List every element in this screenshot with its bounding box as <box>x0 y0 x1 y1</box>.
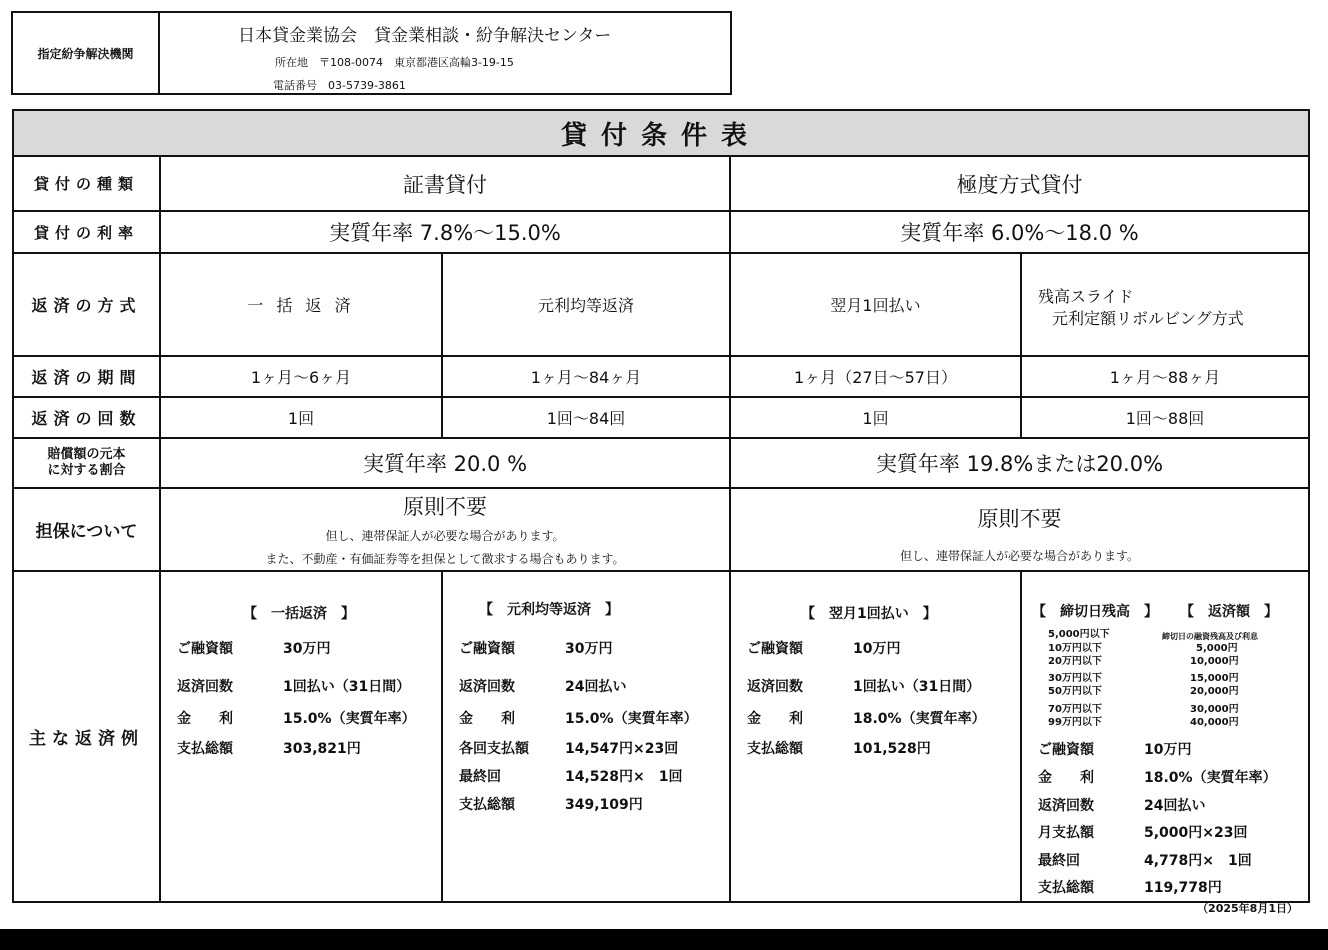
loan-conditions-table <box>12 109 1310 903</box>
method-next-month: 翌月1回払い <box>830 296 921 315</box>
example-lump-sum <box>161 572 441 901</box>
example-row: 金 利 15.0%（実質年率） <box>177 711 416 727</box>
example-row: 最終回 14,528円× 1回 <box>459 769 683 785</box>
row-label-count: 返済の回数 <box>31 409 142 428</box>
count-equal-installment: 1回～84回 <box>546 409 626 428</box>
example-equal-installment-title: 【 元利均等返済 】 <box>479 602 619 618</box>
example-row: 金 利 15.0%（実質年率） <box>459 711 698 727</box>
row-label-damages-line1: 賠償額の元本 <box>47 447 126 462</box>
collateral-certificate-note2: また、不動産・有価証券等を担保として徴求する場合もあります。 <box>265 552 625 566</box>
count-next-month: 1回 <box>862 409 889 428</box>
schedule-balance: 50万円以下 <box>1048 686 1102 697</box>
count-lump-sum: 1回 <box>287 409 315 428</box>
example-slide-title-right: 【 返済額 】 <box>1180 604 1278 620</box>
interest-revolving: 実質年率 6.0%～18.0 % <box>900 221 1139 245</box>
method-slide-line1: 残高スライド <box>1038 287 1134 306</box>
example-row: ご融資額 10万円 <box>747 641 901 657</box>
example-row: 返済回数 24回払い <box>459 679 627 695</box>
row-label-damages-line2: に対する割合 <box>47 463 126 478</box>
example-row: 各回支払額 14,547円×23回 <box>459 741 679 757</box>
schedule-balance: 10万円以下 <box>1048 643 1102 654</box>
row-label-period: 返済の期間 <box>31 368 142 387</box>
collateral-certificate-main: 原則不要 <box>403 495 487 519</box>
interest-certificate: 実質年率 7.8%～15.0% <box>329 221 561 245</box>
table-title: 貸付条件表 <box>14 111 1308 155</box>
schedule-payment: 30,000円 <box>1190 704 1239 715</box>
example-equal-installment <box>443 572 729 901</box>
example-row: ご融資額 30万円 <box>459 641 613 657</box>
schedule-balance: 20万円以下 <box>1048 656 1102 667</box>
damages-revolving: 実質年率 19.8%または20.0% <box>875 452 1164 476</box>
example-row: 支払総額 303,821円 <box>177 741 361 757</box>
schedule-payment: 40,000円 <box>1190 717 1239 728</box>
example-row: 支払総額 119,778円 <box>1038 880 1222 896</box>
example-row: 支払総額 101,528円 <box>747 741 931 757</box>
row-label-damages <box>14 439 159 487</box>
period-next-month: 1ヶ月（27日～57日） <box>794 368 957 387</box>
loan-type-certificate: 証書貸付 <box>403 172 487 197</box>
collateral-certificate <box>161 489 729 570</box>
period-lump-sum: 1ヶ月～6ヶ月 <box>250 368 352 387</box>
row-label-loan-type: 貸付の種類 <box>33 175 139 193</box>
row-label-method: 返済の方式 <box>31 296 142 315</box>
example-row: 金 利 18.0%（実質年率） <box>1038 770 1277 786</box>
schedule-payment: 5,000円 <box>1196 643 1238 654</box>
example-lump-sum-title: 【 一括返済 】 <box>243 606 355 622</box>
row-label-interest: 貸付の利率 <box>33 223 139 242</box>
example-row: 最終回 4,778円× 1回 <box>1038 853 1252 869</box>
dispute-resolution-header <box>11 11 732 95</box>
example-row: 返済回数 24回払い <box>1038 798 1206 814</box>
collateral-revolving <box>731 489 1308 570</box>
effective-date: （2025年8月1日） <box>1197 902 1298 915</box>
method-lump-sum: 一 括 返 済 <box>247 296 355 315</box>
example-row: ご融資額 30万円 <box>177 641 331 657</box>
row-label-collateral: 担保について <box>35 522 138 542</box>
example-slide-title-left: 【 締切日残高 】 <box>1032 604 1158 620</box>
damages-certificate: 実質年率 20.0 % <box>362 452 528 476</box>
bottom-bar <box>0 929 1328 950</box>
example-slide-revolving <box>1022 572 1308 901</box>
method-equal-installment: 元利均等返済 <box>537 296 634 315</box>
collateral-revolving-main: 原則不要 <box>977 507 1062 531</box>
example-row: ご融資額 10万円 <box>1038 742 1192 758</box>
period-equal-installment: 1ヶ月～84ヶ月 <box>530 368 642 387</box>
collateral-certificate-note1: 但し、連帯保証人が必要な場合があります。 <box>325 529 565 543</box>
example-row: 月支払額 5,000円×23回 <box>1038 825 1248 841</box>
organization-address: 所在地 〒108-0074 東京都港区高輪3-19-15 <box>275 56 514 69</box>
example-row: 返済回数 1回払い（31日間） <box>747 679 981 695</box>
example-next-month <box>731 572 1020 901</box>
example-row: 支払総額 349,109円 <box>459 797 643 813</box>
schedule-payment: 20,000円 <box>1190 686 1239 697</box>
period-slide: 1ヶ月～88ヶ月 <box>1109 368 1221 387</box>
collateral-revolving-note: 但し、連帯保証人が必要な場合があります。 <box>899 549 1140 563</box>
row-label-examples: 主な返済例 <box>29 729 144 749</box>
example-next-month-title: 【 翌月1回払い 】 <box>801 606 937 622</box>
header-label: 指定紛争解決機関 <box>13 13 160 93</box>
schedule-balance: 70万円以下 <box>1048 704 1102 715</box>
organization-phone: 電話番号 03-5739-3861 <box>273 79 406 92</box>
schedule-payment: 締切日の融資残高及び利息 <box>1162 632 1258 641</box>
loan-type-revolving: 極度方式貸付 <box>956 172 1083 197</box>
method-slide-line2: 元利定額リボルビング方式 <box>1052 309 1244 328</box>
schedule-balance: 30万円以下 <box>1048 673 1102 684</box>
example-row: 返済回数 1回払い（31日間） <box>177 679 411 695</box>
schedule-balance: 99万円以下 <box>1048 717 1102 728</box>
schedule-payment: 15,000円 <box>1190 673 1239 684</box>
schedule-payment: 10,000円 <box>1190 656 1239 667</box>
organization-name: 日本貸金業協会 貸金業相談・紛争解決センター <box>238 26 612 46</box>
example-row: 金 利 18.0%（実質年率） <box>747 711 986 727</box>
schedule-balance: 5,000円以下 <box>1048 629 1110 640</box>
count-slide: 1回～88回 <box>1125 409 1205 428</box>
